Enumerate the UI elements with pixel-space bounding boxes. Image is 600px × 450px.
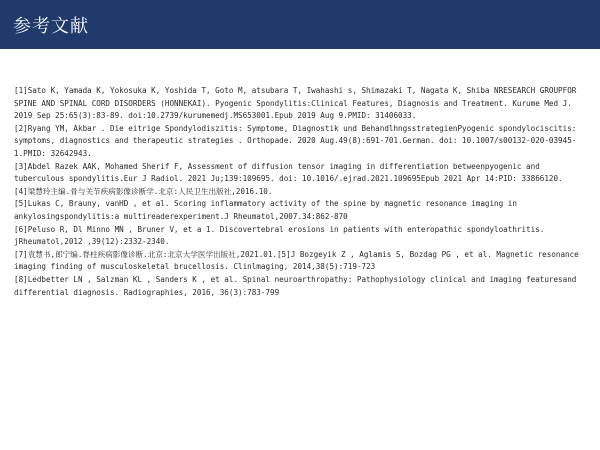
reference-item-1: [1]Sato K, Yamada K, Yokosuka K, Yoshida T, Goto M, atsubara T, Iwahashi s, Shimazaki T, Nagata K, Shiba NRESEARCH GROUPFOR SPINE AND SPINAL CORD DISORDERS (HONNEKAI). Pyogenic Spondylitis:Clinical Features, Diagnosis and Treatment. Kurume Med J. 2019 Sep 25:65(3):83-89. doi:10.2739/kurumemedj.MS653001.Epub 2019 Aug 9.PMID: 31406033. bbox=[14, 86, 577, 121]
reference-list bbox=[14, 85, 592, 299]
reference-item-8: [8]Ledbetter LN , Salzman KL , Sanders K , et al. Spinal neuroarthropathy: Pathophysiology clinical and imaging featuresand differential diagnosis. Radiographies, 2016, 36(3):783-799 bbox=[14, 274, 577, 297]
reference-item-2: [2]Ryang YM, Akbar . Die eitrige Spondylodiszitis: Symptome, Diagnostik und BehandlhngsstrategienPyogenic spondylociscitis: symptoms, diagnostics and therapeutic strategies . Orthopade. 2020 Aug.49(8):691-701.German. doi: 10.1007/s00132-020-03945-1.PMID: 32642943. bbox=[14, 123, 577, 158]
reference-item-6: [6]Peluso R, Dl Minno MN , Bruner V, et a 1. Discovertebral erosions in patients with enteropathic spondyloathritis. jRheumatol,2012 ,39(12):2332-2340. bbox=[14, 224, 545, 247]
reference-item-3: [3]Abdel Razek AAK, Mohamed Sherif F, Assessment of diffusion tensor imaging in differentiation betweenpyogenic and tuberculous spondylitis.Eur J Radiol. 2021 Ju;139:109695. doi: 10.1016/.ejrad.2021.109695Epub 2021 Apr 14:PID: 33866120. bbox=[14, 161, 563, 184]
reference-item-4: [4]梁慧玲主编.骨与关节疾病影像诊断学.北京:人民卫生出版社,2016.10. bbox=[14, 186, 273, 196]
page-title: 参考文献 bbox=[13, 15, 89, 37]
reference-item-7: [7]袁慧书,郎宁编.脊柱疾病影像诊断.北京:北京大学医学出版社,2021.01.[5]J Bozgeyik Z , Aglamis S, Bozdag PG , et al. Magnetic resonance imaging finding of musculoskeletal brucellosis. Clinlmaging, 2014,38(5):719-723 bbox=[14, 249, 579, 272]
title-bar bbox=[0, 0, 600, 49]
reference-item-5: [5]Lukas C, Brauny, vanHD , et al. Scoring inflammatory activity of the spine by magnetic resonance imaging in ankylosingspondylitis:a multireaderexperiment.J Rheumatol,2007.34:862-870 bbox=[14, 199, 517, 221]
